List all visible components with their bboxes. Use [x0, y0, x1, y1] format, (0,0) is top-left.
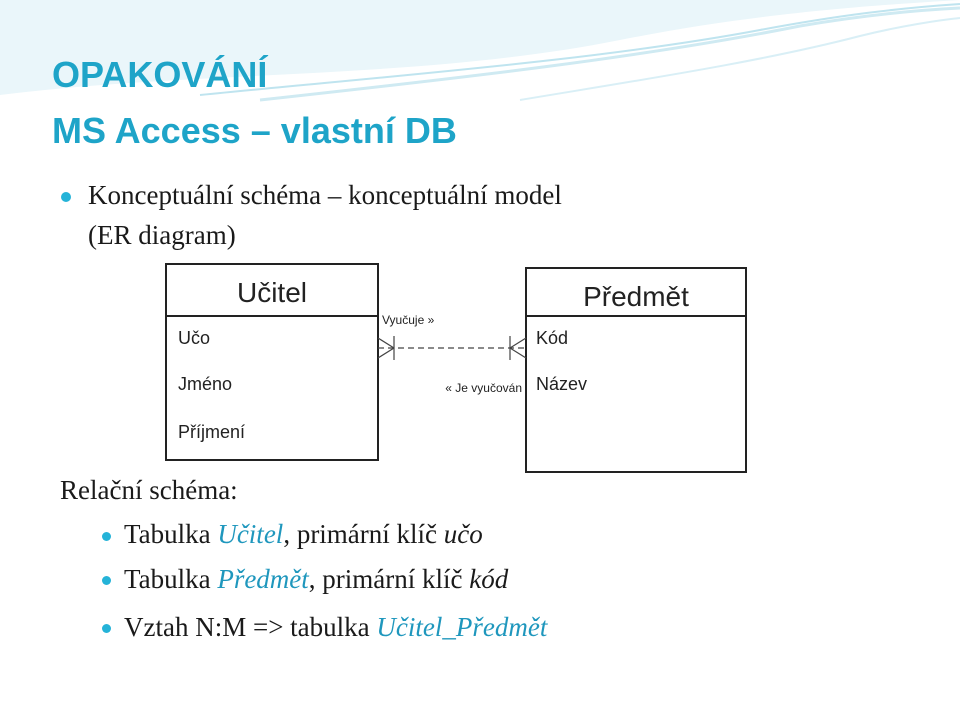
- sub-bullet-dot-icon: [102, 532, 111, 541]
- bullet-text-line-2: (ER diagram): [88, 220, 236, 250]
- relational-schema-heading: Relační schéma:: [60, 475, 238, 505]
- relationship-connector: [378, 336, 526, 360]
- slide-title-line-2: MS Access – vlastní DB: [52, 110, 457, 151]
- slide-title-line-1: OPAKOVÁNÍ: [52, 54, 268, 95]
- relational-item: Vztah N:M => tabulka Učitel_Předmět: [124, 612, 548, 642]
- sub-bullet-dot-icon: [102, 576, 111, 585]
- bullet-dot-icon: [61, 192, 71, 202]
- entity-attribute: Kód: [536, 328, 569, 348]
- er-diagram: [162, 262, 752, 476]
- relational-item: Tabulka Předmět, primární klíč kód: [124, 564, 509, 594]
- relation-label-top: Vyučuje »: [382, 313, 435, 327]
- entity-name-ucitel: Učitel: [236, 277, 308, 308]
- sub-bullet-dot-icon: [102, 624, 111, 633]
- entity-attribute: Název: [536, 374, 588, 394]
- relational-item: Tabulka Učitel, primární klíč učo: [124, 519, 483, 549]
- entity-name-predmet: Předmět: [583, 281, 689, 312]
- entity-attribute: Jméno: [178, 374, 233, 394]
- entity-attribute: Učo: [178, 328, 211, 348]
- entity-attribute: Příjmení: [178, 422, 246, 442]
- relation-label-bottom: « Je vyučován: [445, 381, 522, 395]
- bullet-text-line-1: Konceptuální schéma – konceptuální model: [88, 180, 562, 210]
